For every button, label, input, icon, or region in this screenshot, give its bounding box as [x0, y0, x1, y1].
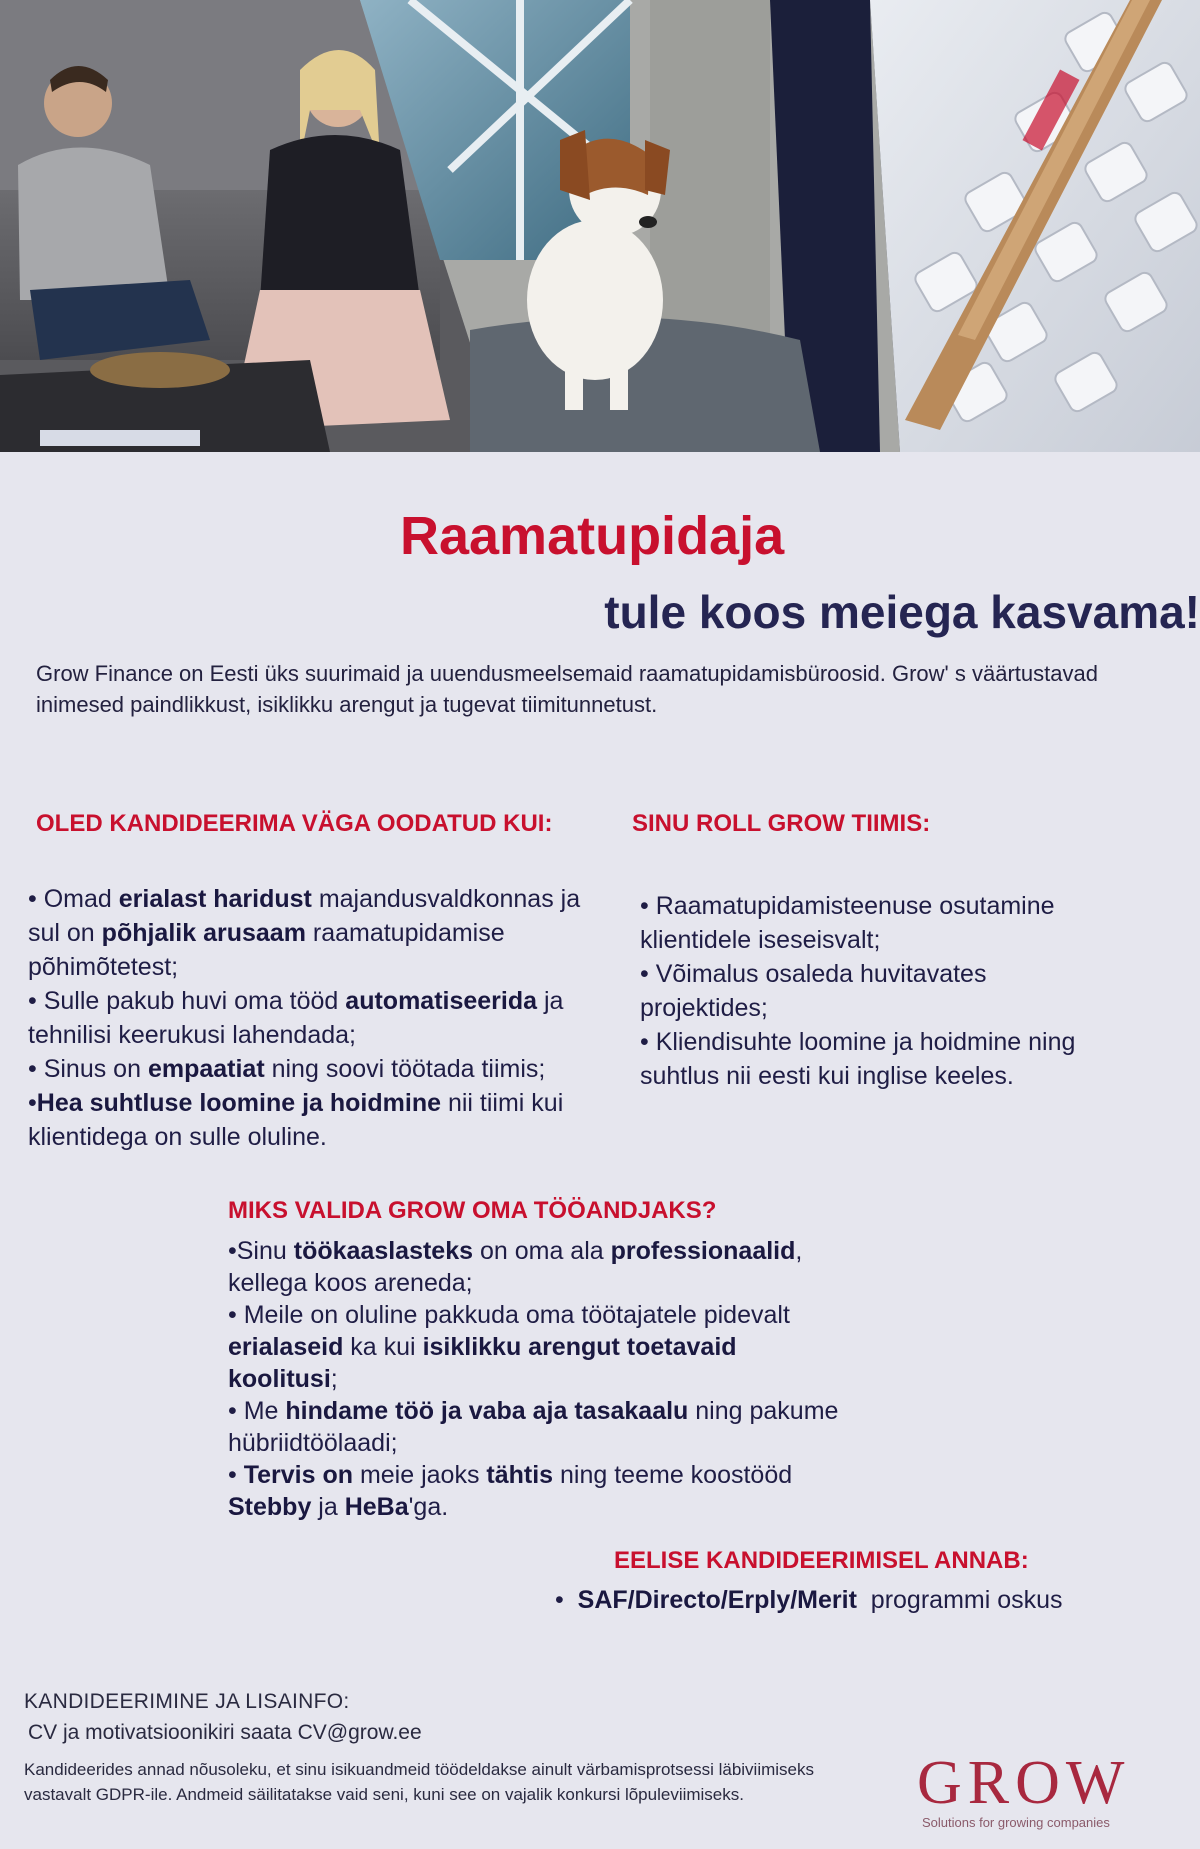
list-item: • Me hindame töö ja vaba aja tasakaalu ning pakume hübriidtöölaadi;	[228, 1397, 839, 1457]
grow-logo-mark	[915, 1745, 1185, 1815]
grow-logo	[915, 1745, 1185, 1835]
requirements-heading: OLED KANDIDEERIMA VÄGA OODATUD KUI:	[36, 810, 553, 837]
role-heading: SINU ROLL GROW TIIMIS:	[632, 810, 931, 837]
list-item: • Raamatupidamisteenuse osutamine klientidele iseseisvalt;	[640, 892, 1055, 954]
list-item: • Sulle pakub huvi oma tööd automatiseerida ja tehnilisi keerukusi lahendada;	[28, 987, 564, 1049]
list-item: • Kliendisuhte loomine ja hoidmine ning suhtlus nii eesti kui inglise keeles.	[640, 1028, 1076, 1090]
apply-cv-text: CV ja motivatsioonikiri saata CV@grow.ee	[28, 1721, 422, 1744]
advantage-heading: EELISE KANDIDEERIMISEL ANNAB:	[614, 1547, 1029, 1574]
hero-collage-illustration	[0, 0, 1200, 452]
logo-tagline: Solutions for growing companies	[922, 1815, 1110, 1830]
job-subtitle: tule koos meiega kasvama!	[604, 586, 1200, 638]
photo-keyboard	[870, 0, 1200, 452]
list-item: •Sinu töökaaslasteks on oma ala professionaalid, kellega koos areneda;	[228, 1237, 803, 1297]
hero-collage	[0, 0, 1200, 452]
list-item: •Hea suhtluse loomine ja hoidmine nii tiimi kui klientidega on sulle oluline.	[28, 1089, 564, 1151]
list-item: • Meile on oluline pakkuda oma töötajatele pidevalt erialaseid ka kui isiklikku arengut toetavaid koolitusi;	[228, 1301, 790, 1393]
company-intro: Grow Finance on Eesti üks suurimaid ja uuendusmeelsemaid raamatupidamisbüroosid. Grow' s väärtustavad inimesed paindlikkust, isiklikku arengut ja tugevat tiimitunnetust.	[36, 661, 1098, 717]
list-item: • Tervis on meie jaoks tähtis ning teeme koostööd Stebby ja HeBa'ga.	[228, 1461, 793, 1521]
why-list	[228, 1235, 848, 1523]
logo-wordmark: GROW	[917, 1749, 1131, 1815]
gdpr-notice: Kandideerides annad nõusoleku, et sinu isikuandmeid töödeldakse ainult värbamisprotsessi läbiviimiseks vastavalt GDPR-ile. Andmeid säilitatakse vaid seni, kuni see on vajalik konkursi lõpuleviimiseks.	[24, 1760, 815, 1804]
list-item: • Võimalus osaleda huvitavates projektides;	[640, 960, 987, 1022]
job-title: Raamatupidaja	[400, 506, 785, 566]
list-item: • Sinus on empaatiat ning soovi töötada tiimis;	[28, 1055, 546, 1083]
why-heading: MIKS VALIDA GROW OMA TÖÖANDJAKS?	[228, 1197, 717, 1224]
requirements-list	[28, 882, 618, 1154]
role-list	[640, 889, 1120, 1093]
list-item: • Omad erialast haridust majandusvaldkonnas ja sul on põhjalik arusaam raamatupidamise põhimõtetest;	[28, 885, 581, 981]
apply-heading: KANDIDEERIMINE JA LISAINFO:	[24, 1690, 350, 1713]
advantage-item: • SAF/Directo/Erply/Merit programmi oskus	[555, 1586, 1063, 1614]
